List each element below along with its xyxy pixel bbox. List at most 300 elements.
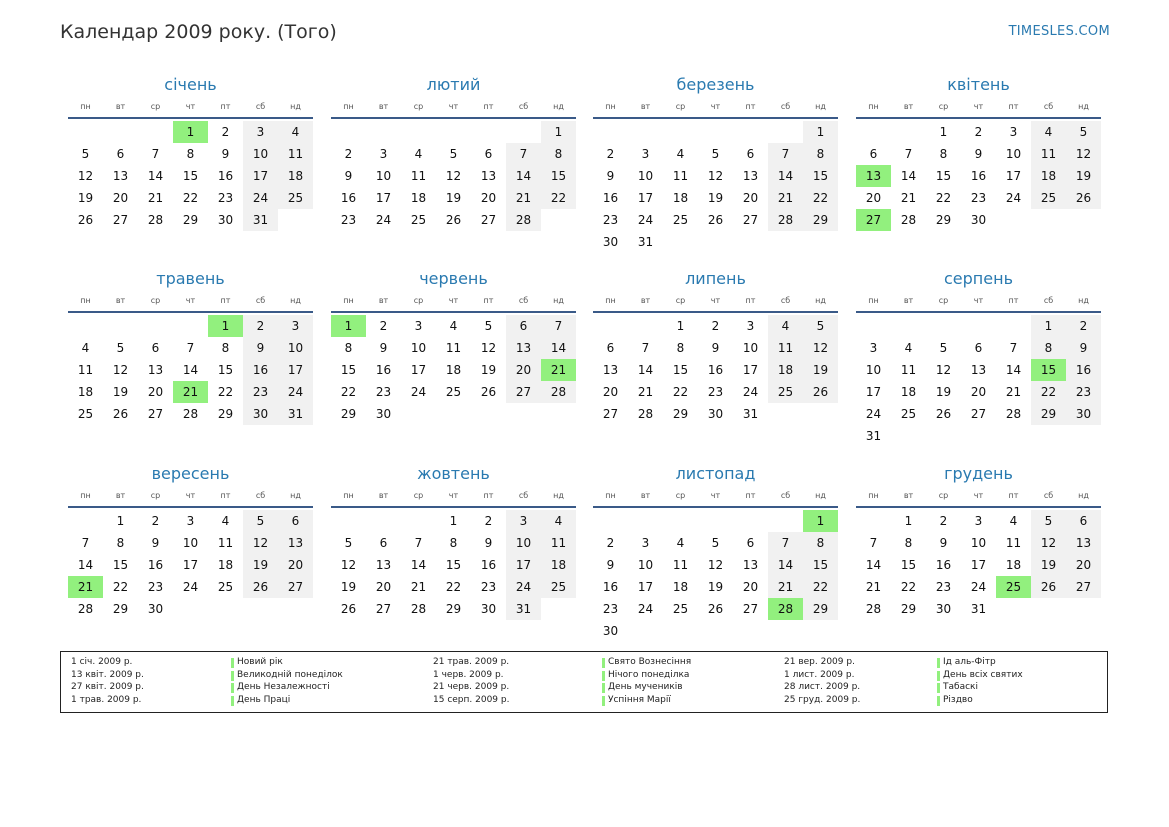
day-cell: 19 <box>445 191 462 205</box>
weekday-label: чт <box>185 491 196 500</box>
holiday-day-cell: 28 <box>768 598 803 620</box>
day-cell: 2 <box>974 125 983 139</box>
day-cell: 22 <box>803 576 838 598</box>
weekday-label: вт <box>903 102 914 111</box>
day-cell: 20 <box>865 191 882 205</box>
header-rule <box>593 311 838 313</box>
day-cell: 21 <box>410 580 427 594</box>
day-cell: 21 <box>1005 385 1022 399</box>
legend-date: 21 трав. 2009 р. <box>433 657 510 667</box>
legend-holiday-name: Свято Вознесіння <box>602 657 691 667</box>
day-cell: 11 <box>672 558 689 572</box>
day-cell: 25 <box>900 407 917 421</box>
day-cell: 23 <box>480 580 497 594</box>
day-cell: 4 <box>676 536 685 550</box>
day-cell: 10 <box>410 341 427 355</box>
day-cell: 19 <box>243 554 278 576</box>
day-cell: 3 <box>278 315 313 337</box>
weekday-label: ср <box>675 102 686 111</box>
day-cell: 14 <box>541 337 576 359</box>
day-cell: 23 <box>243 381 278 403</box>
day-cell: 6 <box>606 341 615 355</box>
day-cell: 29 <box>1031 403 1066 425</box>
day-cell: 16 <box>243 359 278 381</box>
day-cell: 29 <box>935 213 952 227</box>
day-cell: 24 <box>506 576 541 598</box>
day-cell: 14 <box>506 165 541 187</box>
day-cell: 25 <box>410 213 427 227</box>
day-cell: 9 <box>484 536 493 550</box>
day-cell: 10 <box>278 337 313 359</box>
day-cell: 20 <box>112 191 129 205</box>
weekday-label: пн <box>80 102 91 111</box>
legend-date: 1 лист. 2009 р. <box>784 669 855 680</box>
header-rule <box>856 311 1101 313</box>
weekday-label: чт <box>710 296 721 305</box>
day-cell: 12 <box>445 169 462 183</box>
day-cell: 4 <box>1009 514 1018 528</box>
day-cell: 27 <box>147 407 164 421</box>
weekday-label: чт <box>973 491 984 500</box>
day-cell: 4 <box>541 510 576 532</box>
day-cell: 26 <box>77 213 94 227</box>
day-cell: 13 <box>278 532 313 554</box>
day-cell: 25 <box>768 381 803 403</box>
header-rule <box>331 117 576 119</box>
day-cell: 4 <box>768 315 803 337</box>
day-cell: 25 <box>445 385 462 399</box>
day-cell: 26 <box>803 381 838 403</box>
day-cell: 28 <box>541 381 576 403</box>
day-cell: 3 <box>641 147 650 161</box>
day-cell: 10 <box>742 341 759 355</box>
weekday-label: пн <box>343 296 354 305</box>
day-cell: 29 <box>672 407 689 421</box>
holiday-day-cell: 21 <box>173 381 208 403</box>
day-cell: 8 <box>939 147 948 161</box>
day-cell: 8 <box>803 532 838 554</box>
day-cell: 2 <box>221 125 230 139</box>
day-cell: 11 <box>410 169 427 183</box>
day-cell: 17 <box>970 558 987 572</box>
holiday-day-cell: 13 <box>856 165 891 187</box>
day-cell: 27 <box>1066 576 1101 598</box>
day-cell: 29 <box>803 209 838 231</box>
day-cell: 24 <box>410 385 427 399</box>
day-cell: 25 <box>672 213 689 227</box>
day-cell: 18 <box>445 363 462 377</box>
day-cell: 14 <box>410 558 427 572</box>
day-cell: 11 <box>672 169 689 183</box>
weekday-label: нд <box>290 296 301 305</box>
weekday-label: чт <box>185 102 196 111</box>
day-cell: 7 <box>506 143 541 165</box>
day-cell: 22 <box>217 385 234 399</box>
month-name: вересень <box>151 464 230 483</box>
day-cell: 14 <box>865 558 882 572</box>
day-cell: 15 <box>672 363 689 377</box>
day-cell: 6 <box>746 147 755 161</box>
day-cell: 7 <box>186 341 195 355</box>
day-cell: 14 <box>182 363 199 377</box>
day-cell: 12 <box>935 363 952 377</box>
day-cell: 5 <box>81 147 90 161</box>
weekday-label: ср <box>150 491 161 500</box>
day-cell: 23 <box>602 213 619 227</box>
day-cell: 17 <box>278 359 313 381</box>
day-cell: 8 <box>904 536 913 550</box>
day-cell: 6 <box>869 147 878 161</box>
day-cell: 23 <box>970 191 987 205</box>
legend-holiday-name: Новий рік <box>231 657 283 667</box>
day-cell: 18 <box>278 165 313 187</box>
day-cell: 22 <box>935 191 952 205</box>
day-cell: 4 <box>449 319 458 333</box>
day-cell: 23 <box>935 580 952 594</box>
legend-date: 27 квіт. 2009 р. <box>71 682 144 692</box>
day-cell: 3 <box>746 319 755 333</box>
weekday-label: вт <box>640 102 651 111</box>
day-cell: 5 <box>803 315 838 337</box>
day-cell: 27 <box>742 213 759 227</box>
day-cell: 15 <box>900 558 917 572</box>
day-cell: 28 <box>900 213 917 227</box>
day-cell: 7 <box>1009 341 1018 355</box>
day-cell: 22 <box>340 385 357 399</box>
weekday-label: вт <box>640 491 651 500</box>
weekday-label: нд <box>1078 296 1089 305</box>
weekday-label: чт <box>710 102 721 111</box>
day-cell: 13 <box>112 169 129 183</box>
day-cell: 17 <box>637 580 654 594</box>
brand-link[interactable]: TIMESLES.COM <box>1008 24 1110 39</box>
weekday-label: сб <box>518 296 529 305</box>
legend-holiday-name: Успіння Марії <box>602 695 671 705</box>
day-cell: 19 <box>803 359 838 381</box>
weekday-label: вт <box>903 491 914 500</box>
day-cell: 1 <box>541 121 576 143</box>
weekday-label: нд <box>815 102 826 111</box>
weekday-label: вт <box>378 491 389 500</box>
day-cell: 8 <box>344 341 353 355</box>
weekday-label: сб <box>255 491 266 500</box>
day-cell: 6 <box>116 147 125 161</box>
day-cell: 30 <box>970 213 987 227</box>
day-cell: 15 <box>935 169 952 183</box>
day-cell: 18 <box>768 359 803 381</box>
day-cell: 26 <box>112 407 129 421</box>
weekday-label: ср <box>675 491 686 500</box>
weekday-label: пн <box>80 491 91 500</box>
day-cell: 20 <box>278 554 313 576</box>
day-cell: 9 <box>974 147 983 161</box>
header-rule <box>68 117 313 119</box>
day-cell: 25 <box>278 187 313 209</box>
day-cell: 26 <box>340 602 357 616</box>
weekday-label: нд <box>815 491 826 500</box>
day-cell: 20 <box>506 359 541 381</box>
day-cell: 21 <box>865 580 882 594</box>
day-cell: 1 <box>939 125 948 139</box>
day-cell: 17 <box>865 385 882 399</box>
day-cell: 9 <box>606 558 615 572</box>
day-cell: 1 <box>803 121 838 143</box>
day-cell: 30 <box>707 407 724 421</box>
day-cell: 9 <box>221 147 230 161</box>
weekday-label: пт <box>745 491 756 500</box>
day-cell: 27 <box>480 213 497 227</box>
day-cell: 5 <box>711 147 720 161</box>
day-cell: 29 <box>445 602 462 616</box>
header-rule <box>331 311 576 313</box>
day-cell: 25 <box>541 576 576 598</box>
weekday-label: пт <box>1008 491 1019 500</box>
day-cell: 3 <box>379 147 388 161</box>
day-cell: 1 <box>116 514 125 528</box>
day-cell: 10 <box>506 532 541 554</box>
weekday-label: нд <box>553 102 564 111</box>
day-cell: 1 <box>676 319 685 333</box>
day-cell: 13 <box>742 558 759 572</box>
weekday-label: сб <box>518 102 529 111</box>
day-cell: 24 <box>375 213 392 227</box>
day-cell: 14 <box>637 363 654 377</box>
day-cell: 13 <box>147 363 164 377</box>
legend-holiday-name: День Незалежності <box>231 682 330 692</box>
weekday-label: пт <box>1008 102 1019 111</box>
holiday-day-cell: 21 <box>541 359 576 381</box>
day-cell: 15 <box>112 558 129 572</box>
day-cell: 10 <box>637 558 654 572</box>
header-rule <box>593 117 838 119</box>
day-cell: 13 <box>375 558 392 572</box>
day-cell: 3 <box>1009 125 1018 139</box>
day-cell: 29 <box>217 407 234 421</box>
day-cell: 6 <box>151 341 160 355</box>
day-cell: 13 <box>506 337 541 359</box>
day-cell: 15 <box>803 165 838 187</box>
day-cell: 12 <box>112 363 129 377</box>
day-cell: 11 <box>1005 536 1022 550</box>
weekday-label: пт <box>1008 296 1019 305</box>
day-cell: 24 <box>970 580 987 594</box>
day-cell: 30 <box>602 624 619 638</box>
month-name: серпень <box>944 269 1013 288</box>
legend-date: 28 лист. 2009 р. <box>784 682 861 692</box>
weekday-label: пт <box>483 296 494 305</box>
day-cell: 24 <box>865 407 882 421</box>
day-cell: 29 <box>182 213 199 227</box>
day-cell: 20 <box>742 580 759 594</box>
day-cell: 16 <box>935 558 952 572</box>
weekday-label: сб <box>518 491 529 500</box>
weekday-label: вт <box>378 102 389 111</box>
weekday-label: сб <box>255 296 266 305</box>
holiday-day-cell: 1 <box>208 315 243 337</box>
day-cell: 20 <box>480 191 497 205</box>
day-cell: 19 <box>340 580 357 594</box>
day-cell: 31 <box>243 209 278 231</box>
weekday-label: сб <box>1043 491 1054 500</box>
day-cell: 15 <box>803 554 838 576</box>
weekday-label: пн <box>605 102 616 111</box>
day-cell: 3 <box>506 510 541 532</box>
month-name: травень <box>156 269 225 288</box>
weekday-label: пт <box>745 102 756 111</box>
legend-holiday-name: Нічого понеділка <box>602 670 689 680</box>
day-cell: 16 <box>375 363 392 377</box>
day-cell: 12 <box>480 341 497 355</box>
day-cell: 21 <box>637 385 654 399</box>
legend-holiday-name: Різдво <box>937 695 973 705</box>
day-cell: 11 <box>1031 143 1066 165</box>
day-cell: 16 <box>707 363 724 377</box>
month-name: березень <box>676 75 755 94</box>
month-name: лютий <box>426 75 481 94</box>
day-cell: 17 <box>506 554 541 576</box>
day-cell: 12 <box>77 169 94 183</box>
day-cell: 30 <box>602 235 619 249</box>
legend-date: 15 серп. 2009 р. <box>433 694 510 705</box>
day-cell: 26 <box>935 407 952 421</box>
day-cell: 20 <box>742 191 759 205</box>
holiday-day-cell: 1 <box>331 315 366 337</box>
day-cell: 29 <box>340 407 357 421</box>
day-cell: 16 <box>480 558 497 572</box>
day-cell: 19 <box>1066 165 1101 187</box>
day-cell: 14 <box>768 554 803 576</box>
day-cell: 24 <box>243 187 278 209</box>
day-cell: 5 <box>1066 121 1101 143</box>
day-cell: 14 <box>900 169 917 183</box>
day-cell: 2 <box>606 147 615 161</box>
legend-date: 13 квіт. 2009 р. <box>71 669 144 680</box>
day-cell: 23 <box>340 213 357 227</box>
day-cell: 21 <box>900 191 917 205</box>
day-cell: 5 <box>344 536 353 550</box>
day-cell: 8 <box>186 147 195 161</box>
holiday-day-cell: 15 <box>1031 359 1066 381</box>
day-cell: 9 <box>606 169 615 183</box>
day-cell: 5 <box>449 147 458 161</box>
legend-holiday-name: Табаскі <box>937 682 978 692</box>
day-cell: 23 <box>147 580 164 594</box>
day-cell: 11 <box>445 341 462 355</box>
day-cell: 5 <box>243 510 278 532</box>
day-cell: 24 <box>742 385 759 399</box>
holiday-day-cell: 1 <box>173 121 208 143</box>
day-cell: 9 <box>243 337 278 359</box>
day-cell: 14 <box>77 558 94 572</box>
weekday-label: ср <box>938 102 949 111</box>
day-cell: 4 <box>904 341 913 355</box>
day-cell: 12 <box>1066 143 1101 165</box>
day-cell: 27 <box>112 213 129 227</box>
day-cell: 18 <box>672 580 689 594</box>
day-cell: 20 <box>970 385 987 399</box>
legend-holiday-name: День мучеників <box>602 682 683 692</box>
weekday-label: пт <box>745 296 756 305</box>
day-cell: 18 <box>672 191 689 205</box>
day-cell: 23 <box>1066 381 1101 403</box>
month-name: жовтень <box>417 464 490 483</box>
day-cell: 5 <box>711 536 720 550</box>
day-cell: 5 <box>939 341 948 355</box>
weekday-label: нд <box>1078 491 1089 500</box>
day-cell: 12 <box>707 169 724 183</box>
day-cell: 31 <box>278 403 313 425</box>
weekday-label: ср <box>938 296 949 305</box>
header-rule <box>593 506 838 508</box>
day-cell: 17 <box>637 191 654 205</box>
legend-date: 21 вер. 2009 р. <box>784 657 855 667</box>
day-cell: 25 <box>217 580 234 594</box>
day-cell: 3 <box>974 514 983 528</box>
day-cell: 18 <box>410 191 427 205</box>
day-cell: 28 <box>768 209 803 231</box>
day-cell: 7 <box>768 532 803 554</box>
day-cell: 13 <box>602 363 619 377</box>
month-name: липень <box>685 269 746 288</box>
day-cell: 9 <box>939 536 948 550</box>
day-cell: 18 <box>541 554 576 576</box>
weekday-label: пн <box>343 102 354 111</box>
holiday-day-cell: 21 <box>68 576 103 598</box>
legend-date: 25 груд. 2009 р. <box>784 694 861 705</box>
legend-date: 1 січ. 2009 р. <box>71 657 133 667</box>
day-cell: 27 <box>970 407 987 421</box>
day-cell: 9 <box>1066 337 1101 359</box>
month-name: квітень <box>947 75 1010 94</box>
day-cell: 6 <box>1066 510 1101 532</box>
day-cell: 4 <box>278 121 313 143</box>
day-cell: 19 <box>707 191 724 205</box>
day-cell: 14 <box>1005 363 1022 377</box>
day-cell: 31 <box>742 407 759 421</box>
holiday-day-cell: 25 <box>996 576 1031 598</box>
day-cell: 30 <box>935 602 952 616</box>
day-cell: 7 <box>81 536 90 550</box>
day-cell: 2 <box>606 536 615 550</box>
weekday-label: чт <box>973 296 984 305</box>
day-cell: 7 <box>904 147 913 161</box>
day-cell: 26 <box>1066 187 1101 209</box>
day-cell: 17 <box>243 165 278 187</box>
day-cell: 9 <box>344 169 353 183</box>
day-cell: 30 <box>147 602 164 616</box>
weekday-label: пт <box>483 491 494 500</box>
day-cell: 29 <box>803 598 838 620</box>
day-cell: 10 <box>182 536 199 550</box>
day-cell: 23 <box>217 191 234 205</box>
day-cell: 15 <box>445 558 462 572</box>
day-cell: 8 <box>541 143 576 165</box>
day-cell: 19 <box>935 385 952 399</box>
day-cell: 22 <box>541 187 576 209</box>
day-cell: 30 <box>480 602 497 616</box>
weekday-label: вт <box>115 491 126 500</box>
day-cell: 26 <box>480 385 497 399</box>
day-cell: 19 <box>112 385 129 399</box>
day-cell: 23 <box>375 385 392 399</box>
day-cell: 16 <box>602 191 619 205</box>
day-cell: 4 <box>221 514 230 528</box>
weekday-label: пн <box>868 102 879 111</box>
day-cell: 24 <box>1005 191 1022 205</box>
day-cell: 10 <box>970 536 987 550</box>
day-cell: 11 <box>900 363 917 377</box>
day-cell: 1 <box>1031 315 1066 337</box>
